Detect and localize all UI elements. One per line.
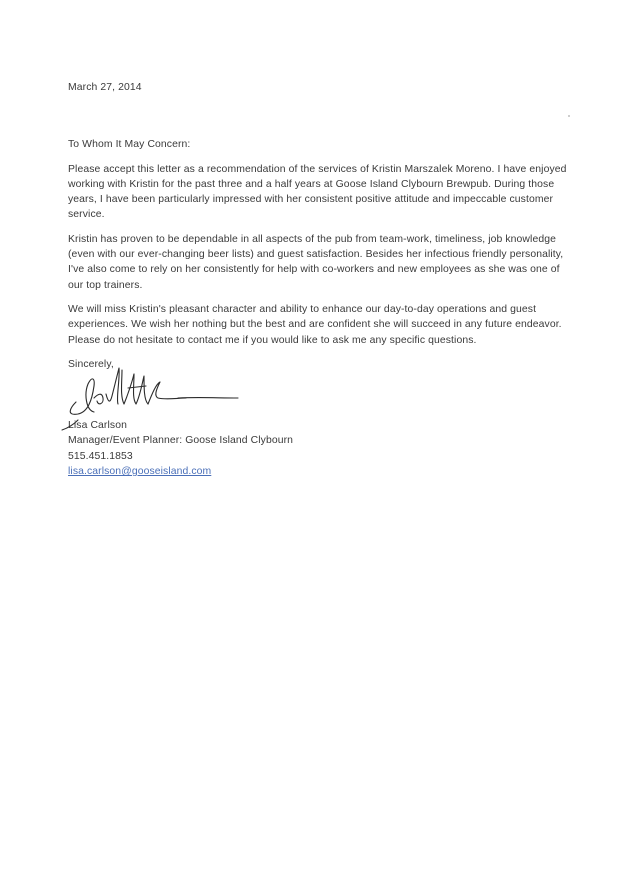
paragraph-1: Please accept this letter as a recommendation of the services of Kristin Marszalek Moreno. I have enjoyed working with Kristin for the past three and a half years at Goose Island Clybourn Brewpub. During those years, I have been particularly impressed with her consistent positive attitude and impeccable customer service. bbox=[68, 163, 567, 221]
closing: Sincerely, bbox=[68, 358, 114, 370]
salutation: To Whom It May Concern: bbox=[68, 139, 191, 151]
letter-body bbox=[68, 80, 568, 479]
signer-email-link[interactable]: lisa.carlson@gooseisland.com bbox=[68, 466, 212, 478]
signature-area bbox=[68, 372, 568, 418]
letter-date: March 27, 2014 bbox=[68, 82, 142, 93]
signer-email-line bbox=[68, 464, 568, 479]
paragraph-3: We will miss Kristin's pleasant character and ability to enhance our day-to-day operations and guest experiences. We wish her nothing but the best and are confident she will succeed in any future endeavor. Please do not hesitate to contact me if you would like to ask me any specific questions. bbox=[68, 303, 562, 346]
signer-title: Manager/Event Planner: Goose Island Clybourn bbox=[68, 435, 294, 447]
scan-speck bbox=[568, 115, 570, 117]
signer-phone: 515.451.1853 bbox=[68, 450, 133, 462]
signer-name: Lisa Carlson bbox=[68, 420, 127, 432]
paragraph-2: Kristin has proven to be dependable in all aspects of the pub from team-work, timeliness, job knowledge (even with our ever-changing beer lists) and guest satisfaction. Besides her infectious friendly personality, I've also come to rely on her consistently for help with co-workers and new employees as she was one of our top trainers. bbox=[68, 233, 564, 291]
handwritten-signature bbox=[48, 364, 248, 434]
